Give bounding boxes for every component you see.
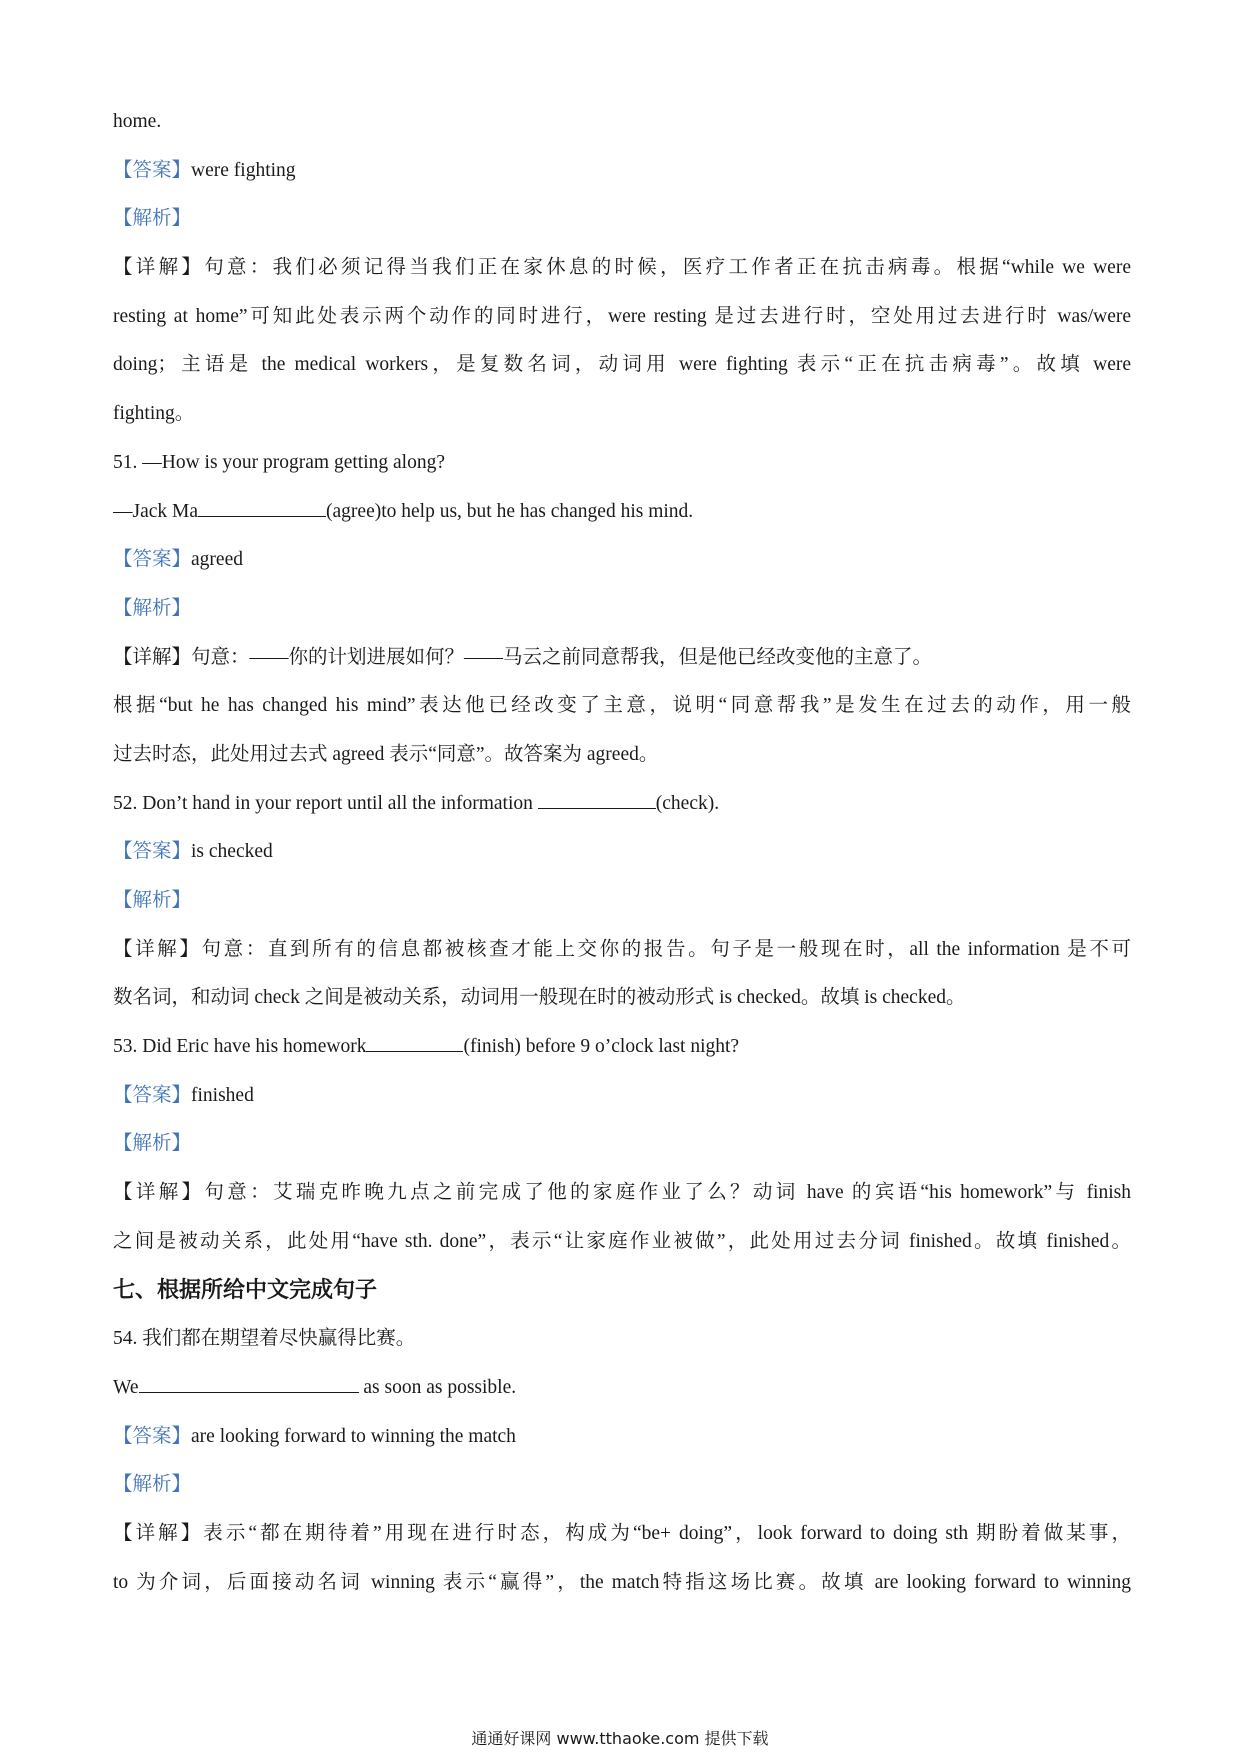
q53-answer	[113, 1072, 1131, 1121]
answer-tag: 【答案】	[113, 841, 192, 863]
q54-analysis-tag: 【解析】	[113, 1474, 192, 1496]
detail-tag: 【详解】	[113, 938, 202, 960]
question-text: (finish) before 9 o’clock last night?	[463, 1036, 740, 1058]
q54-detail-line-2: to 为介词，后面接动名词 winning 表示“赢得”，the match特指这场比赛。故填 are looking forward to winning	[113, 1571, 1131, 1593]
q53-detail-line-1	[113, 1169, 1131, 1218]
answer-text: finished	[191, 1084, 254, 1106]
question-text: 53. Did Eric have his homework	[113, 1036, 367, 1058]
detail-tag: 【详解】	[113, 1182, 205, 1204]
q51-detail-line-2: 根据“but he has changed his mind”表达他已经改变了主意，说明“同意帮我”是发生在过去的动作，用一般	[113, 695, 1131, 717]
q54-question-line-1: 54. 我们都在期望着尽快赢得比赛。	[113, 1328, 416, 1350]
q50-answer	[113, 147, 1131, 196]
fill-blank	[139, 1372, 359, 1393]
answer-text: are looking forward to winning the match	[191, 1425, 516, 1447]
q51-detail-line-1	[113, 634, 1131, 683]
detail-tag: 【详解】	[113, 646, 192, 668]
question-text: as soon as possible.	[358, 1376, 517, 1398]
q54-detail-line-1	[113, 1510, 1131, 1559]
q50-detail-line-4: fighting。	[113, 403, 195, 425]
question-text: (agree)to help us, but he has changed his mind.	[326, 500, 694, 522]
q51-analysis-tag: 【解析】	[113, 597, 192, 619]
q52-analysis-tag: 【解析】	[113, 890, 192, 911]
q52-answer	[113, 828, 1131, 877]
detail-text: 表示“都在期待着”用现在进行时态，构成为“be+ doing”，look forward to doing sth 期盼着做某事，	[203, 1522, 1131, 1544]
q50-analysis-tag: 【解析】	[113, 208, 192, 230]
q51-question-line-2	[113, 488, 1131, 537]
q50-detail-line-3: doing；主语是 the medical workers，是复数名词，动词用 were fighting 表示“正在抗击病毒”。故填 were	[113, 354, 1131, 376]
answer-tag: 【答案】	[113, 549, 192, 571]
fill-blank	[366, 1031, 463, 1052]
q50-question-tail: home.	[113, 111, 162, 132]
section-heading: 七、根据所给中文完成句子	[113, 1277, 378, 1303]
question-text: —Jack Ma	[113, 500, 199, 522]
answer-tag: 【答案】	[113, 1084, 192, 1106]
q54-question-line-2	[113, 1364, 1131, 1413]
page-footer: 通通好课网 www.tthaoke.com 提供下载	[471, 1729, 769, 1748]
q53-question-line-1	[113, 1023, 1131, 1072]
q52-question-line-1	[113, 780, 1131, 829]
fill-blank	[538, 788, 656, 809]
answer-text: is checked	[191, 841, 273, 863]
document-page	[113, 98, 1131, 1607]
q50-detail-line-1	[113, 244, 1131, 293]
question-text: 52. Don’t hand in your report until all the information	[113, 792, 533, 814]
answer-tag: 【答案】	[113, 159, 192, 181]
detail-tag: 【详解】	[113, 1522, 204, 1544]
answer-text: were fighting	[191, 159, 296, 181]
detail-text: 句意：我们必须记得当我们正在家休息的时候，医疗工作者正在抗击病毒。根据“while we were	[204, 257, 1131, 279]
q53-analysis-tag: 【解析】	[113, 1133, 192, 1155]
answer-text: agreed	[191, 549, 243, 571]
q53-detail-line-2: 之间是被动关系，此处用“have sth. done”，表示“让家庭作业被做”，此处用过去分词 finished。故填 finished。	[113, 1230, 1131, 1252]
answer-tag: 【答案】	[113, 1425, 192, 1447]
question-text: (check).	[655, 792, 720, 814]
q50-detail-line-2: resting at home”可知此处表示两个动作的同时进行，were resting 是过去进行时，空处用过去进行时 was/were	[113, 305, 1131, 327]
q52-detail-line-2: 数名词，和动词 check 之间是被动关系，动词用一般现在时的被动形式 is checked。故填 is checked。	[113, 987, 966, 1009]
q51-detail-line-3: 过去时态，此处用过去式 agreed 表示“同意”。故答案为 agreed。	[113, 743, 659, 765]
detail-text: 句意：直到所有的信息都被核查才能上交你的报告。句子是一般现在时，all the information 是不可	[201, 938, 1131, 960]
q51-answer	[113, 536, 1131, 585]
detail-text: 句意：艾瑞克昨晚九点之前完成了他的家庭作业了么？动词 have 的宾语“his homework”与 finish	[204, 1182, 1131, 1204]
detail-tag: 【详解】	[113, 257, 205, 279]
detail-text: 句意：——你的计划进展如何？——马云之前同意帮我，但是他已经改变他的主意了。	[191, 646, 933, 668]
q52-detail-line-1	[113, 926, 1131, 975]
fill-blank	[198, 496, 326, 517]
question-text: We	[113, 1376, 139, 1398]
q51-question-line-1: 51. —How is your program getting along?	[113, 451, 445, 473]
q54-answer	[113, 1413, 1131, 1462]
